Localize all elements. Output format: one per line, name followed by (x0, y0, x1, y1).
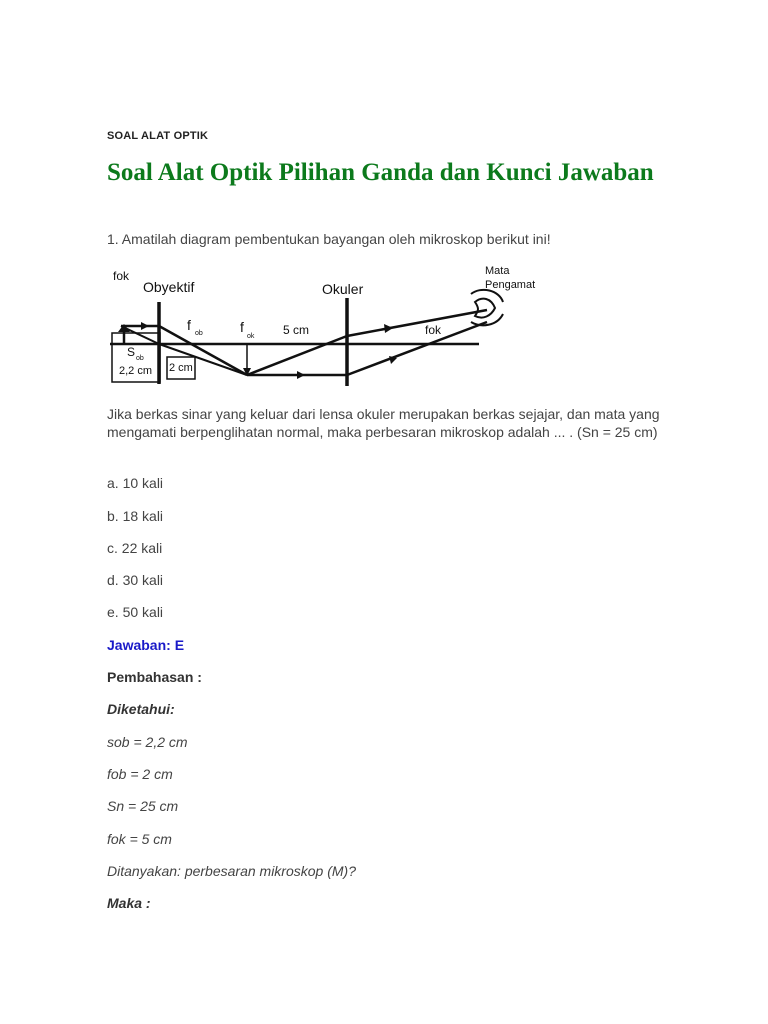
label-fok-left: fok (113, 269, 130, 283)
known-sn: Sn = 25 cm (107, 798, 179, 814)
option-e: e. 50 kali (107, 604, 164, 620)
label-f-ok: f (240, 319, 244, 335)
label-5cm: 5 cm (283, 323, 310, 337)
ray-diagonal (247, 336, 347, 375)
label-f-ok-sub: ok (247, 333, 255, 340)
ray-out-1-arrow (384, 324, 393, 333)
option-d: d. 30 kali (107, 572, 164, 588)
section-label[interactable]: SOAL ALAT OPTIK (107, 130, 209, 142)
option-b: b. 18 kali (107, 508, 164, 524)
label-mata: Mata (485, 265, 510, 277)
known-sob: sob = 2,2 cm (107, 734, 188, 750)
label-dist-22: 2,2 cm (119, 365, 153, 377)
maka-heading: Maka : (107, 895, 151, 911)
known-fob: fob = 2 cm (107, 766, 173, 782)
label-pengamat: Pengamat (485, 279, 536, 291)
known-fok: fok = 5 cm (107, 831, 172, 847)
ray-bottom-arrow (297, 371, 305, 379)
label-f-ob: f (187, 317, 191, 333)
option-a: a. 10 kali (107, 475, 164, 491)
pembahasan-heading: Pembahasan : (107, 669, 202, 685)
label-okuler: Okuler (322, 281, 364, 297)
microscope-diagram (107, 258, 547, 388)
eye-icon (475, 299, 495, 318)
option-c: c. 22 kali (107, 540, 163, 556)
page-title: Soal Alat Optik Pilihan Ganda dan Kunci Jawaban (107, 159, 654, 186)
ditanyakan-text: Ditanyakan: perbesaran mikroskop (M)? (107, 863, 356, 879)
label-s-ob: S (127, 345, 136, 359)
label-f-ob-sub: ob (195, 330, 203, 337)
diketahui-heading: Diketahui: (107, 701, 175, 717)
ray-out-2 (347, 322, 487, 375)
ray-object-2 (121, 326, 159, 344)
question-paragraph: Jika berkas sinar yang keluar dari lensa okuler merupakan berkas sejajar, dan mata yang mengamati berpenglihatan normal, maka perbesaran mikroskop adalah ... . (Sn = 25 cm) (107, 406, 660, 440)
ray-object-arrow (141, 322, 149, 330)
ray-out-1 (347, 310, 487, 336)
question-text: 1. Amatilah diagram pembentukan bayangan oleh mikroskop berikut ini! (107, 231, 551, 247)
answer-key: Jawaban: E (107, 637, 185, 653)
label-s-ob-sub: ob (136, 355, 144, 362)
label-fok-right: fok (425, 323, 442, 337)
label-obyektif: Obyektif (143, 279, 195, 295)
label-dist-2: 2 cm (169, 362, 193, 374)
